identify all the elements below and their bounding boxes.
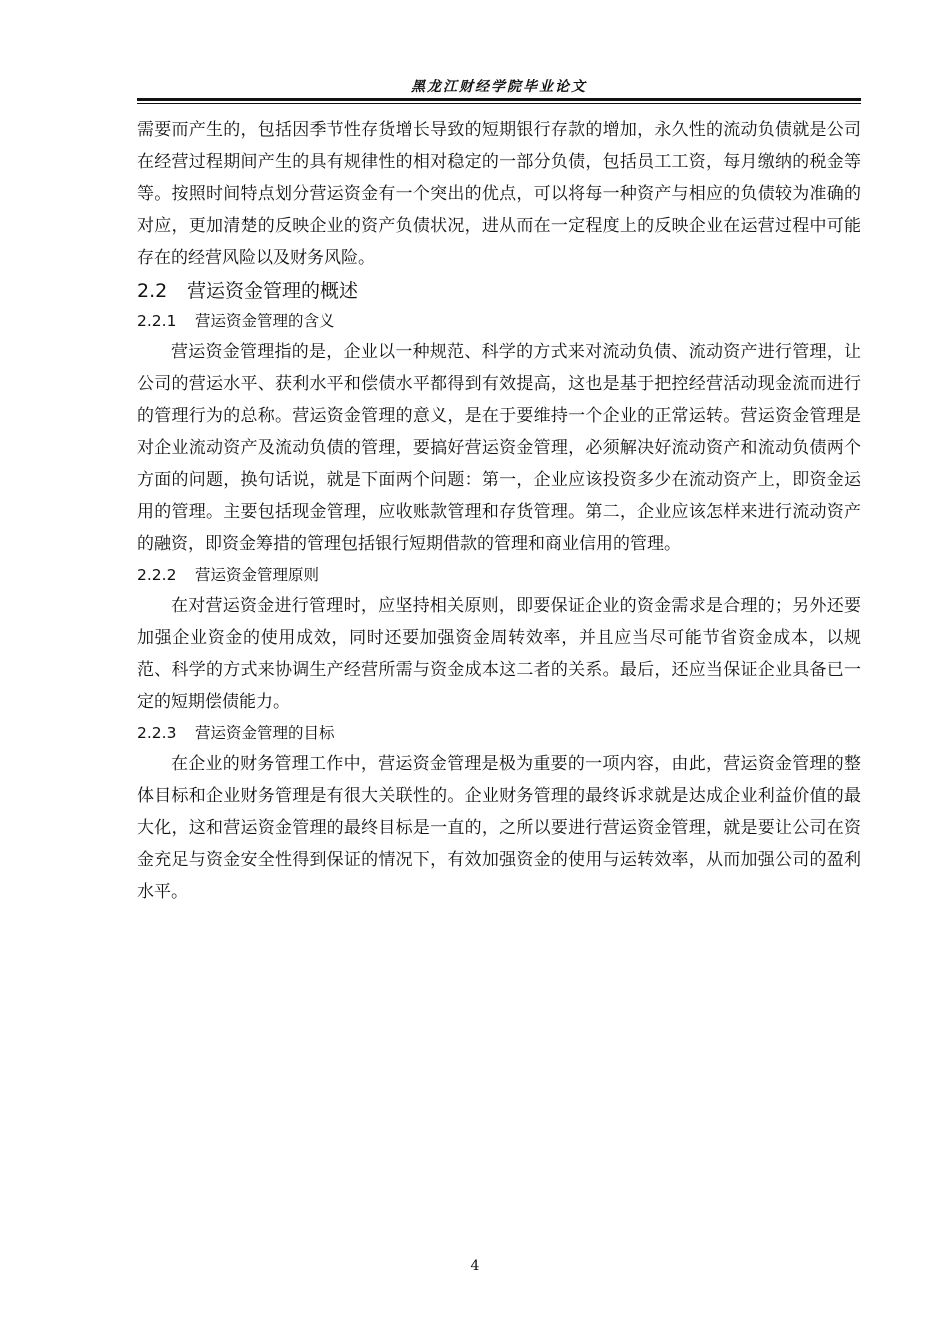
paragraph-continuation: 需要而产生的，包括因季节性存货增长导致的短期银行存款的增加，永久性的流动负债就是公司在经营过程期间产生的具有规律性的相对稳定的一部分负债，包括员工工资，每月缴纳的税金等等。按照时间特点划分营运资金有一个突出的优点，可以将每一种资产与相应的负债较为准确的对应，更加清楚的反映企业的资产负债状况，进从而在一定程度上的反映企业在运营过程中可能存在的经营风险以及财务风险。 — [137, 120, 861, 268]
subsection-number: 2.2.1 — [137, 312, 177, 330]
section-title: 营运资金管理的概述 — [187, 280, 359, 302]
section-heading-2-2 — [137, 276, 861, 306]
page-number: 4 — [470, 1258, 480, 1274]
paragraph-2-2-2: 在对营运资金进行管理时，应坚持相关原则，即要保证企业的资金需求是合理的；另外还要加强企业资金的使用成效，同时还要加强资金周转效率，并且应当尽可能节省资金成本，以规范、科学的方式来协调生产经营所需与资金成本这二者的关系。最后，还应当保证企业具备已一定的短期偿债能力。 — [137, 596, 861, 712]
subsection-number: 2.2.2 — [137, 566, 177, 584]
section-number: 2.2 — [137, 280, 168, 302]
paragraph-2-2-1: 营运资金管理指的是，企业以一种规范、科学的方式来对流动负债、流动资产进行管理，让公司的营运水平、获利水平和偿债水平都得到有效提高，这也是基于把控经营活动现金流而进行的管理行为的总称。营运资金管理的意义，是在于要维持一个企业的正常运转。营运资金管理是对企业流动资产及流动负债的管理，要搞好营运资金管理，必须解决好流动资产和流动负债两个方面的问题，换句话说，就是下面两个问题：第一，企业应该投资多少在流动资产上，即资金运用的管理。主要包括现金管理，应收账款管理和存货管理。第二，企业应该怎样来进行流动资产的融资，即资金筹措的管理包括银行短期借款的管理和商业信用的管理。 — [137, 342, 861, 554]
subsection-heading-2-2-3 — [137, 720, 861, 746]
header-rule-thin — [137, 103, 861, 104]
paragraph-2-2-3: 在企业的财务管理工作中，营运资金管理是极为重要的一项内容，由此，营运资金管理的整体目标和企业财务管理是有很大关联性的。企业财务管理的最终诉求就是达成企业利益价值的最大化，这和营运资金管理的最终目标是一直的，之所以要进行营运资金管理，就是要让公司在资金充足与资金安全性得到保证的情况下，有效加强资金的使用与运转效率，从而加强公司的盈利水平。 — [137, 754, 861, 902]
subsection-heading-2-2-1 — [137, 308, 861, 334]
page-content — [137, 114, 861, 908]
subsection-title: 营运资金管理的含义 — [195, 312, 335, 330]
running-header: 黑龙江财经学院毕业论文 — [411, 79, 587, 95]
subsection-heading-2-2-2 — [137, 562, 861, 588]
subsection-number: 2.2.3 — [137, 724, 177, 742]
subsection-title: 营运资金管理的目标 — [195, 724, 335, 742]
header-rule-thick — [137, 98, 861, 101]
subsection-title: 营运资金管理原则 — [195, 566, 320, 584]
